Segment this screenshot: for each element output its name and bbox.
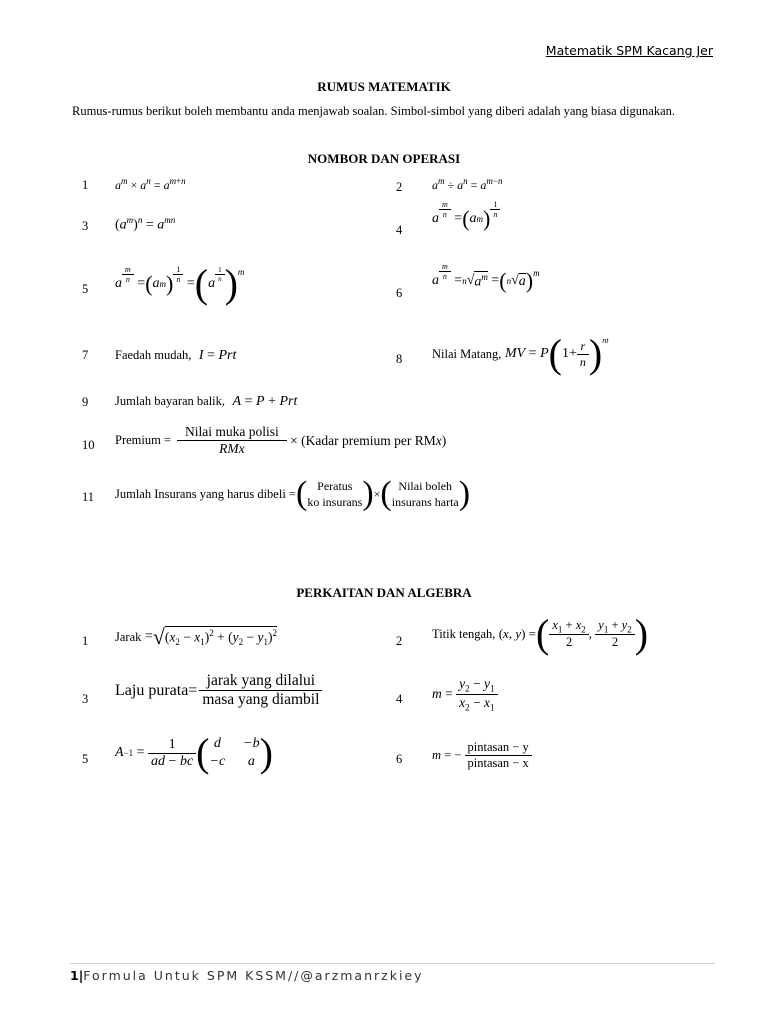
item-number: 5 xyxy=(82,752,89,766)
formula-4: a $\frac{m}{n}$ = ( a m ) $\frac{1}{n}$ xyxy=(432,208,500,230)
item-number: 1 xyxy=(82,178,89,192)
item-number: 6 xyxy=(396,286,403,300)
item-number: 5 xyxy=(82,282,89,296)
formula-10-denominator: RMx xyxy=(177,440,287,457)
formula-9-label: Jumlah bayaran balik, xyxy=(115,394,226,408)
formula-2: $a^m \div a^n = a^{m-n}$ xyxy=(432,176,503,192)
footer-page-number: 1| xyxy=(70,968,84,983)
intro-text: Rumus-rumus berikut boleh membantu anda menjawab soalan. Simbol-simbol yang diberi adalah yang biasa digunakan. xyxy=(72,104,675,118)
footer-text: Formula Untuk SPM KSSM//@arzmanrzkiey xyxy=(83,968,424,983)
item-number: 4 xyxy=(396,692,403,706)
footer xyxy=(70,968,424,983)
formula-10-numerator: Nilai muka polisi xyxy=(185,424,279,439)
formula-11-b2: insurans harta xyxy=(391,495,459,509)
formula-10-tail: × (Kadar premium per RM xyxy=(290,432,436,448)
item-number: 1 xyxy=(82,634,89,648)
footer-divider xyxy=(70,963,715,964)
formula-midpoint: Titik tengah, (x, y) = ( $\frac{x_1 + x_2}{2}$ , $\frac{y_1 + y_2}{2}$ ) xyxy=(432,611,649,656)
formula-7: Faedah mudah, I = Prt xyxy=(115,348,237,363)
item-number: 2 xyxy=(396,180,403,194)
formula-11-label: Jumlah Insurans yang harus dibeli = xyxy=(115,486,296,501)
formula-10: Premium = $\frac{\text{Nilai muka polisi}}{\text{RMx}}$ × (Kadar premium per RMx) xyxy=(115,424,447,456)
formula-speed-denominator: masa yang diambil xyxy=(199,690,322,709)
formula-inverse-matrix: A −1 = $\frac{1}{ad - bc}$ ( d −b −c a ) xyxy=(115,730,273,775)
formula-5: a $\frac{m}{n}$ = ( a m ) $\frac{1}{n}$ = ( a $\frac{1}{n}$ ) $^m$ xyxy=(115,261,245,306)
header-source: Matematik SPM Kacang Jer xyxy=(545,43,713,58)
item-number: 3 xyxy=(82,692,89,706)
formula-average-speed: Laju purata = $\frac{\text{jarak yang dilalui}}{\text{masa yang diambil}}$ xyxy=(115,672,322,709)
formula-3: $(a^m)^n = a^{mn}$ xyxy=(115,215,176,233)
formula-8: Nilai Matang, MV = P ( 1+ $\frac{r}{n}$ ) $^{nt}$ xyxy=(432,331,609,376)
formula-7-label: Faedah mudah, xyxy=(115,348,192,362)
page-title: RUMUS MATEMATIK xyxy=(317,79,451,94)
formula-distance-label: Jarak xyxy=(115,629,142,644)
item-number: 2 xyxy=(396,634,403,648)
item-number: 3 xyxy=(82,219,89,233)
formula-gradient: m = $\frac{y_2 - y_1}{x_2 - x_1}$ xyxy=(432,676,498,712)
item-number: 8 xyxy=(396,352,403,366)
formula-10-label: Premium = xyxy=(115,433,172,447)
item-number: 9 xyxy=(82,395,89,409)
item-number: 4 xyxy=(396,223,403,237)
formula-intercept-denominator: pintasan − x xyxy=(465,755,532,771)
formula-6: a $\frac{m}{n}$ = $_n$ √ $a^m$ = ( n √ a ) $^m$ xyxy=(432,261,540,293)
formula-9: Jumlah bayaran balik, A = P + Prt xyxy=(115,394,298,409)
formula-11: Jumlah Insurans yang harus dibeli = ( Peratus ko insurans ) × ( Nilai boleh insurans harta ) xyxy=(115,475,471,512)
formula-midpoint-label: Titik tengah, xyxy=(432,626,496,641)
formula-gradient-intercept: m = − $\frac{\text{pintasan − y}}{\text{pintasan − x}}$ xyxy=(432,740,532,771)
formula-11-a1: Peratus xyxy=(317,478,353,493)
formula-speed-label: Laju purata xyxy=(115,681,189,699)
item-number: 7 xyxy=(82,348,89,362)
item-number: 6 xyxy=(396,752,403,766)
item-number: 11 xyxy=(82,490,95,504)
formula-1: $a^m \times a^n = a^{m+n}$ xyxy=(115,176,186,192)
section-heading-perkaitan: PERKAITAN DAN ALGEBRA xyxy=(296,585,472,600)
formula-speed-numerator: jarak yang dilalui xyxy=(206,672,316,689)
section-heading-nombor: NOMBOR DAN OPERASI xyxy=(307,151,461,166)
formula-intercept-numerator: pintasan − y xyxy=(467,740,529,754)
item-number: 10 xyxy=(82,438,95,452)
formula-8-label: Nilai Matang, xyxy=(432,346,502,361)
formula-11-a2: ko insurans xyxy=(307,495,363,509)
formula-11-b1: Nilai boleh xyxy=(398,478,453,493)
formula-distance: Jarak = √ $(x_2 - x_1)^2 + (y_2 - y_1)^2$ xyxy=(115,624,277,649)
